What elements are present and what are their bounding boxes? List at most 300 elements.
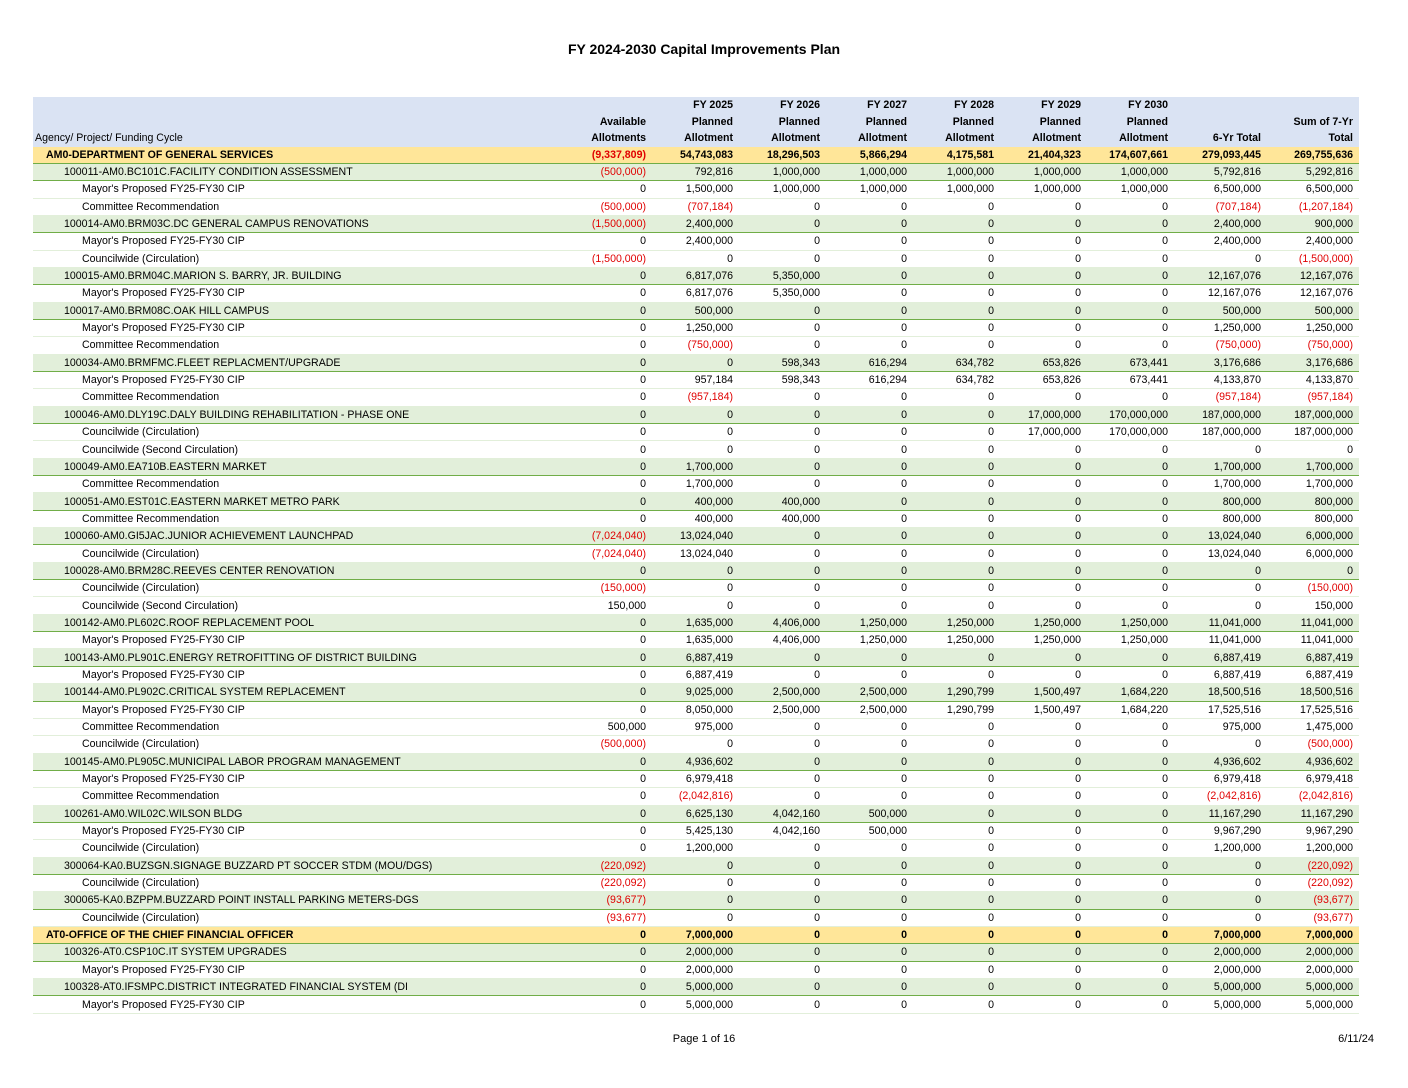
cell-value: 0 [558, 510, 652, 527]
cell-value: 6,887,419 [1267, 649, 1359, 666]
cell-value: 11,041,000 [1267, 614, 1359, 631]
cell-value: 0 [1087, 788, 1174, 805]
cell-value: 0 [739, 562, 826, 579]
cell-value: 0 [1174, 597, 1267, 614]
cell-value: 653,826 [1000, 371, 1087, 388]
cell-value: 0 [826, 892, 913, 909]
project-row [33, 857, 1359, 874]
funding-cycle-row [33, 441, 1359, 458]
col-header-fy2028: FY 2028 Planned Allotment [913, 97, 1000, 147]
cell-value: 900,000 [1267, 215, 1359, 232]
cell-value: 0 [913, 528, 1000, 545]
funding-cycle-row [33, 545, 1359, 562]
cell-value: 13,024,040 [1174, 528, 1267, 545]
cell-value: 0 [826, 528, 913, 545]
row-label: 300064-KA0.BUZSGN.SIGNAGE BUZZARD PT SOCCER STDM (MOU/DGS) [33, 857, 558, 874]
cell-value: 0 [1000, 580, 1087, 597]
cell-value: 2,000,000 [1174, 944, 1267, 961]
row-label: 100017-AM0.BRM08C.OAK HILL CAMPUS [33, 302, 558, 319]
cell-value: 0 [913, 493, 1000, 510]
cell-value: 0 [1087, 337, 1174, 354]
project-row [33, 302, 1359, 319]
cell-value: 3,176,686 [1267, 354, 1359, 371]
project-row [33, 215, 1359, 232]
cell-value: 0 [1000, 267, 1087, 284]
cell-value: 1,700,000 [652, 476, 739, 493]
cell-value: 6,887,419 [652, 649, 739, 666]
cell-value: 0 [913, 580, 1000, 597]
row-label: Mayor's Proposed FY25-FY30 CIP [33, 701, 558, 718]
cell-value: 0 [1000, 718, 1087, 735]
cell-value: 0 [1087, 979, 1174, 996]
cell-value: 0 [1087, 510, 1174, 527]
cell-value: 4,936,602 [1174, 753, 1267, 770]
cell-value: (220,092) [558, 857, 652, 874]
cell-value: 0 [1087, 944, 1174, 961]
cell-value: 1,250,000 [652, 319, 739, 336]
cell-value: 0 [826, 580, 913, 597]
row-label: Councilwide (Circulation) [33, 840, 558, 857]
cell-value: 0 [826, 267, 913, 284]
cell-value: 1,000,000 [1087, 181, 1174, 198]
cell-value: 2,400,000 [1174, 215, 1267, 232]
cell-value: 0 [558, 562, 652, 579]
cell-value: 12,167,076 [1267, 285, 1359, 302]
cell-value: 0 [1087, 666, 1174, 683]
cell-value: 0 [913, 996, 1000, 1013]
cell-value: 0 [913, 788, 1000, 805]
cell-value: 1,250,000 [1267, 319, 1359, 336]
cell-value: 0 [739, 753, 826, 770]
cell-value: 0 [739, 319, 826, 336]
cell-value: 0 [739, 857, 826, 874]
row-label: Committee Recommendation [33, 718, 558, 735]
cell-value: 4,042,160 [739, 822, 826, 839]
cell-value: 400,000 [739, 493, 826, 510]
cell-value: 0 [1087, 493, 1174, 510]
col-header-label: Agency/ Project/ Funding Cycle [33, 97, 558, 147]
cell-value: 0 [826, 597, 913, 614]
funding-cycle-row [33, 840, 1359, 857]
funding-cycle-row [33, 337, 1359, 354]
cell-value: 2,500,000 [739, 701, 826, 718]
cell-value: 634,782 [913, 371, 1000, 388]
cell-value: (220,092) [1267, 857, 1359, 874]
cell-value: 0 [826, 302, 913, 319]
cell-value: (707,184) [1174, 198, 1267, 215]
cell-value: 0 [826, 458, 913, 475]
cell-value: 598,343 [739, 371, 826, 388]
cell-value: (2,042,816) [1267, 788, 1359, 805]
cell-value: 54,743,083 [652, 147, 739, 164]
cell-value: 0 [826, 961, 913, 978]
cell-value: 0 [652, 406, 739, 423]
row-label: 100015-AM0.BRM04C.MARION S. BARRY, JR. BUILDING [33, 267, 558, 284]
cell-value: 0 [913, 597, 1000, 614]
cell-value: 0 [913, 822, 1000, 839]
funding-cycle-row [33, 389, 1359, 406]
cell-value: (500,000) [558, 198, 652, 215]
cell-value: 0 [652, 909, 739, 926]
cell-value: 0 [1000, 788, 1087, 805]
cell-value: 1,000,000 [739, 163, 826, 180]
cell-value: 0 [558, 805, 652, 822]
cell-value: 0 [739, 545, 826, 562]
cell-value: 0 [826, 233, 913, 250]
cell-value: 0 [913, 857, 1000, 874]
funding-cycle-row [33, 961, 1359, 978]
cell-value: 2,000,000 [1267, 961, 1359, 978]
cell-value: 0 [826, 770, 913, 787]
row-label: Committee Recommendation [33, 788, 558, 805]
cell-value: 975,000 [1174, 718, 1267, 735]
cell-value: 0 [913, 476, 1000, 493]
cell-value: 0 [1087, 996, 1174, 1013]
cell-value: 21,404,323 [1000, 147, 1087, 164]
col-header-fy2030: FY 2030 Planned Allotment [1087, 97, 1174, 147]
cell-value: 1,290,799 [913, 701, 1000, 718]
cell-value: 0 [1087, 215, 1174, 232]
funding-cycle-row [33, 996, 1359, 1013]
row-label: 100011-AM0.BC101C.FACILITY CONDITION ASSESSMENT [33, 163, 558, 180]
cell-value: 6,817,076 [652, 285, 739, 302]
funding-cycle-row [33, 718, 1359, 735]
cell-value: 8,050,000 [652, 701, 739, 718]
cell-value: 1,250,000 [1000, 632, 1087, 649]
cell-value: 9,025,000 [652, 684, 739, 701]
cell-value: 0 [558, 666, 652, 683]
report-date: 6/11/24 [1338, 1033, 1374, 1045]
cell-value: (220,092) [1267, 874, 1359, 891]
cell-value: 1,475,000 [1267, 718, 1359, 735]
cell-value: 6,817,076 [652, 267, 739, 284]
cell-value: 0 [739, 770, 826, 787]
cell-value: 1,500,497 [1000, 701, 1087, 718]
cell-value: 0 [558, 458, 652, 475]
agency-row [33, 926, 1359, 943]
cell-value: 0 [558, 770, 652, 787]
cell-value: 500,000 [1267, 302, 1359, 319]
cell-value: 0 [558, 406, 652, 423]
cell-value: 0 [826, 666, 913, 683]
cell-value: 0 [826, 753, 913, 770]
project-row [33, 163, 1359, 180]
cell-value: 1,250,000 [913, 632, 1000, 649]
cell-value: 0 [652, 857, 739, 874]
cell-value: 0 [826, 476, 913, 493]
cell-value: 1,250,000 [1000, 614, 1087, 631]
cell-value: 0 [1087, 926, 1174, 943]
cell-value: 0 [739, 337, 826, 354]
cell-value: 0 [1087, 389, 1174, 406]
cell-value: 12,167,076 [1267, 267, 1359, 284]
cell-value: 1,200,000 [652, 840, 739, 857]
cell-value: 0 [913, 892, 1000, 909]
cell-value: 0 [826, 909, 913, 926]
cell-value: 1,200,000 [1174, 840, 1267, 857]
cell-value: 0 [1000, 753, 1087, 770]
project-row [33, 562, 1359, 579]
cell-value: 12,167,076 [1174, 267, 1267, 284]
funding-cycle-row [33, 909, 1359, 926]
row-label: Committee Recommendation [33, 476, 558, 493]
cell-value: 0 [913, 389, 1000, 406]
cell-value: (750,000) [652, 337, 739, 354]
cell-value: 0 [558, 753, 652, 770]
cell-value: 1,500,497 [1000, 684, 1087, 701]
cell-value: 0 [1000, 822, 1087, 839]
cell-value: (7,024,040) [558, 545, 652, 562]
cell-value: 0 [913, 302, 1000, 319]
cell-value: 0 [558, 233, 652, 250]
cell-value: 0 [826, 718, 913, 735]
project-row [33, 267, 1359, 284]
cell-value: 0 [558, 840, 652, 857]
cell-value: 0 [739, 528, 826, 545]
cell-value: 0 [1000, 476, 1087, 493]
cell-value: (150,000) [558, 580, 652, 597]
cell-value: 5,000,000 [652, 996, 739, 1013]
cell-value: 0 [1087, 909, 1174, 926]
cell-value: 0 [913, 944, 1000, 961]
row-label: Councilwide (Circulation) [33, 874, 558, 891]
cell-value: 0 [1267, 562, 1359, 579]
cell-value: 3,176,686 [1174, 354, 1267, 371]
cell-value: 0 [826, 389, 913, 406]
cell-value: 5,350,000 [739, 285, 826, 302]
col-header-fy2027: FY 2027 Planned Allotment [826, 97, 913, 147]
cell-value: 0 [558, 389, 652, 406]
cell-value: 0 [826, 926, 913, 943]
cell-value: 0 [739, 909, 826, 926]
cell-value: 0 [826, 996, 913, 1013]
cell-value: 0 [739, 215, 826, 232]
cell-value: 0 [1087, 805, 1174, 822]
cell-value: 2,500,000 [826, 701, 913, 718]
cell-value: 0 [826, 510, 913, 527]
cell-value: 0 [558, 267, 652, 284]
cell-value: 0 [1087, 822, 1174, 839]
cell-value: (750,000) [1174, 337, 1267, 354]
cell-value: 4,936,602 [652, 753, 739, 770]
cell-value: 5,000,000 [1267, 996, 1359, 1013]
cell-value: 0 [1087, 840, 1174, 857]
cell-value: 9,967,290 [1174, 822, 1267, 839]
cell-value: (500,000) [558, 736, 652, 753]
cell-value: 0 [652, 441, 739, 458]
cell-value: 7,000,000 [652, 926, 739, 943]
cell-value: 0 [913, 666, 1000, 683]
cell-value: 0 [739, 926, 826, 943]
cell-value: 0 [1000, 302, 1087, 319]
cell-value: 0 [1000, 805, 1087, 822]
cell-value: 0 [1000, 770, 1087, 787]
row-label: Mayor's Proposed FY25-FY30 CIP [33, 632, 558, 649]
cell-value: 0 [558, 319, 652, 336]
cell-value: 0 [1087, 198, 1174, 215]
cell-value: 0 [739, 979, 826, 996]
cell-value: (9,337,809) [558, 147, 652, 164]
row-label: Mayor's Proposed FY25-FY30 CIP [33, 961, 558, 978]
cell-value: 4,175,581 [913, 147, 1000, 164]
cell-value: 1,635,000 [652, 632, 739, 649]
project-row [33, 614, 1359, 631]
cell-value: 0 [558, 944, 652, 961]
cell-value: 500,000 [558, 718, 652, 735]
cell-value: 0 [1174, 857, 1267, 874]
cell-value: (2,042,816) [1174, 788, 1267, 805]
row-label: Councilwide (Circulation) [33, 736, 558, 753]
row-label: Committee Recommendation [33, 198, 558, 215]
row-label: Mayor's Proposed FY25-FY30 CIP [33, 181, 558, 198]
cell-value: 1,000,000 [1000, 181, 1087, 198]
cell-value: 0 [558, 181, 652, 198]
cell-value: 634,782 [913, 354, 1000, 371]
cell-value: (93,677) [558, 909, 652, 926]
cell-value: 4,936,602 [1267, 753, 1359, 770]
cell-value: 187,000,000 [1267, 406, 1359, 423]
cell-value: 0 [1000, 979, 1087, 996]
cell-value: 673,441 [1087, 371, 1174, 388]
cell-value: 1,700,000 [1267, 458, 1359, 475]
cell-value: 0 [826, 319, 913, 336]
cell-value: (7,024,040) [558, 528, 652, 545]
cell-value: 170,000,000 [1087, 424, 1174, 441]
cell-value: 17,525,516 [1174, 701, 1267, 718]
cell-value: 1,635,000 [652, 614, 739, 631]
cell-value: 5,350,000 [739, 267, 826, 284]
cell-value: 0 [1087, 736, 1174, 753]
project-row [33, 979, 1359, 996]
cell-value: (220,092) [558, 874, 652, 891]
cell-value: 2,400,000 [1174, 233, 1267, 250]
cell-value: 0 [652, 892, 739, 909]
cell-value: 6,500,000 [1174, 181, 1267, 198]
cell-value: 0 [1087, 753, 1174, 770]
row-label: Mayor's Proposed FY25-FY30 CIP [33, 770, 558, 787]
cell-value: 0 [558, 979, 652, 996]
cell-value: 17,000,000 [1000, 424, 1087, 441]
cell-value: 0 [739, 840, 826, 857]
cell-value: (750,000) [1267, 337, 1359, 354]
cell-value: 2,400,000 [1267, 233, 1359, 250]
cell-value: 0 [1087, 597, 1174, 614]
cell-value: 0 [739, 233, 826, 250]
cell-value: 1,700,000 [652, 458, 739, 475]
cell-value: 11,167,290 [1267, 805, 1359, 822]
row-label: Councilwide (Second Circulation) [33, 597, 558, 614]
cell-value: 279,093,445 [1174, 147, 1267, 164]
cell-value: 0 [652, 424, 739, 441]
cell-value: 0 [1174, 580, 1267, 597]
cell-value: (93,677) [1267, 909, 1359, 926]
cell-value: 0 [913, 805, 1000, 822]
project-row [33, 458, 1359, 475]
cell-value: 0 [1000, 857, 1087, 874]
cell-value: 616,294 [826, 371, 913, 388]
cell-value: 1,684,220 [1087, 701, 1174, 718]
cell-value: 0 [1087, 961, 1174, 978]
cell-value: 0 [1000, 926, 1087, 943]
cell-value: 0 [913, 337, 1000, 354]
cell-value: 0 [913, 562, 1000, 579]
cell-value: 0 [652, 874, 739, 891]
cell-value: 187,000,000 [1174, 424, 1267, 441]
cell-value: 0 [826, 337, 913, 354]
cell-value: 2,500,000 [739, 684, 826, 701]
cell-value: 11,041,000 [1174, 614, 1267, 631]
cell-value: 0 [1000, 198, 1087, 215]
cell-value: (707,184) [652, 198, 739, 215]
cell-value: 187,000,000 [1174, 406, 1267, 423]
cell-value: 0 [1000, 961, 1087, 978]
cell-value: 1,250,000 [1087, 632, 1174, 649]
cell-value: 0 [1000, 874, 1087, 891]
cell-value: 0 [1174, 874, 1267, 891]
cell-value: 0 [826, 215, 913, 232]
cell-value: 1,290,799 [913, 684, 1000, 701]
cell-value: 0 [652, 354, 739, 371]
cell-value: 0 [558, 371, 652, 388]
funding-cycle-row [33, 788, 1359, 805]
project-row [33, 528, 1359, 545]
cell-value: 0 [913, 979, 1000, 996]
cell-value: 0 [1087, 562, 1174, 579]
cell-value: 500,000 [826, 805, 913, 822]
cell-value: 0 [913, 926, 1000, 943]
row-label: Mayor's Proposed FY25-FY30 CIP [33, 233, 558, 250]
cell-value: 4,133,870 [1267, 371, 1359, 388]
row-label: Committee Recommendation [33, 389, 558, 406]
cell-value: 0 [739, 406, 826, 423]
row-label: 100326-AT0.CSP10C.IT SYSTEM UPGRADES [33, 944, 558, 961]
cell-value: 0 [1087, 649, 1174, 666]
cell-value: 0 [826, 944, 913, 961]
cell-value: 1,250,000 [1174, 319, 1267, 336]
cell-value: 0 [558, 424, 652, 441]
cell-value: 5,292,816 [1267, 163, 1359, 180]
cell-value: 0 [1087, 476, 1174, 493]
cell-value: 0 [913, 406, 1000, 423]
cell-value: 975,000 [652, 718, 739, 735]
cell-value: 0 [913, 840, 1000, 857]
cell-value: 0 [913, 233, 1000, 250]
cell-value: 0 [1087, 319, 1174, 336]
cell-value: 150,000 [1267, 597, 1359, 614]
project-row [33, 753, 1359, 770]
cell-value: (1,500,000) [558, 250, 652, 267]
cell-value: 0 [558, 441, 652, 458]
cell-value: 0 [558, 649, 652, 666]
header-row [33, 97, 1359, 147]
cell-value: 0 [1087, 528, 1174, 545]
funding-cycle-row [33, 874, 1359, 891]
cell-value: 1,200,000 [1267, 840, 1359, 857]
row-label: 100144-AM0.PL902C.CRITICAL SYSTEM REPLACEMENT [33, 684, 558, 701]
cell-value: 0 [739, 944, 826, 961]
cell-value: 0 [1087, 770, 1174, 787]
funding-cycle-row [33, 666, 1359, 683]
cell-value: 0 [558, 788, 652, 805]
cell-value: 11,041,000 [1174, 632, 1267, 649]
cell-value: 5,000,000 [1174, 996, 1267, 1013]
cell-value: 0 [558, 926, 652, 943]
funding-cycle-row [33, 198, 1359, 215]
cell-value: 0 [1087, 233, 1174, 250]
row-label: 100049-AM0.EA710B.EASTERN MARKET [33, 458, 558, 475]
cell-value: 0 [739, 788, 826, 805]
cell-value: 0 [826, 250, 913, 267]
